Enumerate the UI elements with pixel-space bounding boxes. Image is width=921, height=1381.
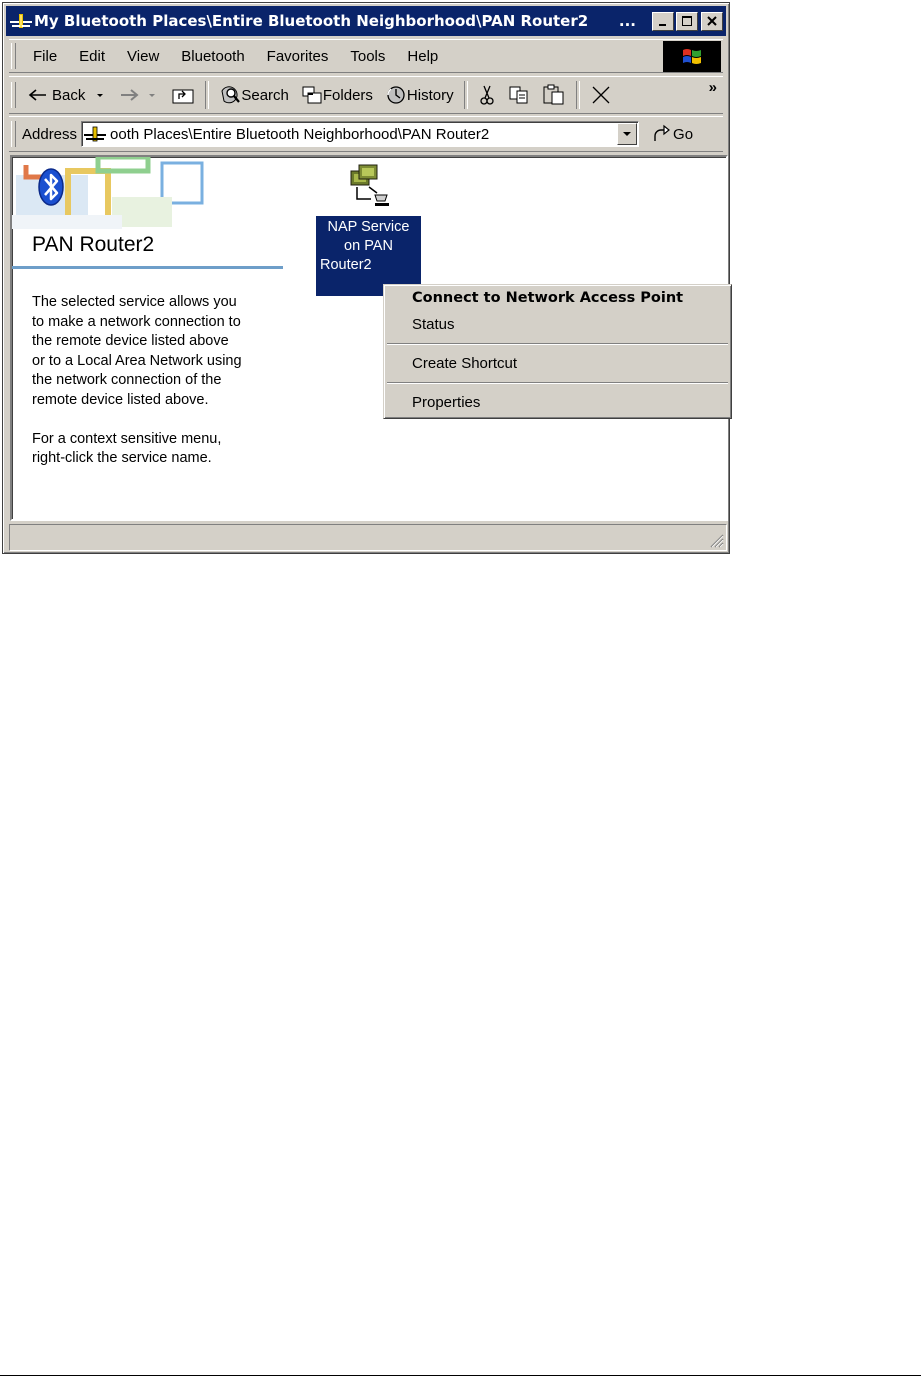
paste-button[interactable]	[536, 84, 572, 106]
toolbar-more-chevron[interactable]: »	[708, 79, 717, 96]
address-label: Address	[22, 125, 78, 143]
menu-item-create-shortcut[interactable]: Create Shortcut	[412, 355, 518, 372]
bluetooth-places-icon	[84, 125, 106, 143]
forward-dropdown-icon[interactable]	[145, 88, 159, 102]
description-line: The selected service allows you	[32, 294, 237, 310]
chevron-down-icon	[622, 130, 632, 138]
title-ellipsis: ...	[618, 12, 636, 30]
description-line: or to a Local Area Network using	[32, 352, 242, 369]
context-menu	[383, 284, 732, 419]
cut-icon	[478, 84, 496, 106]
menu-separator	[387, 382, 728, 384]
menu-separator	[387, 343, 728, 345]
address-dropdown-button[interactable]	[617, 123, 637, 145]
toolbar-separator	[205, 81, 209, 109]
go-label: Go	[673, 125, 694, 143]
back-label: Back	[52, 86, 86, 104]
close-icon	[706, 15, 718, 27]
close-button[interactable]	[701, 12, 723, 31]
history-icon	[385, 85, 407, 105]
search-icon	[219, 85, 241, 105]
panel-title-rule	[12, 266, 283, 269]
menu-item-status[interactable]: Status	[412, 316, 455, 333]
history-button[interactable]	[379, 85, 460, 105]
service-label-line: Router2	[320, 257, 372, 273]
up-folder-button[interactable]	[165, 85, 201, 105]
menu-bar	[9, 39, 723, 73]
delete-button[interactable]	[584, 85, 618, 105]
forward-button[interactable]	[113, 88, 165, 102]
folders-icon	[301, 85, 323, 105]
maximize-button[interactable]	[676, 12, 698, 31]
cut-button[interactable]	[472, 84, 502, 106]
toolbar-separator	[576, 81, 580, 109]
menu-help[interactable]: Help	[407, 47, 439, 65]
back-dropdown-icon[interactable]	[93, 88, 107, 102]
toolbar-separator	[464, 81, 468, 109]
resize-grip-icon[interactable]	[708, 532, 724, 548]
minimize-button[interactable]	[652, 12, 674, 31]
up-folder-icon	[171, 85, 195, 105]
back-button[interactable]	[22, 87, 113, 104]
addressbar-grip[interactable]	[11, 121, 16, 147]
menu-view[interactable]: View	[127, 47, 160, 65]
hint-line: For a context sensitive menu,	[32, 430, 222, 447]
service-label-line: on PAN	[344, 238, 393, 254]
menu-item-properties[interactable]: Properties	[412, 394, 481, 411]
status-bar	[9, 524, 727, 551]
search-label: Search	[241, 86, 289, 104]
folders-label: Folders	[322, 86, 373, 104]
description-line: to make a network connection to	[32, 313, 241, 330]
panel-title: PAN Router2	[32, 233, 155, 256]
menu-bluetooth[interactable]: Bluetooth	[181, 47, 245, 65]
menu-favorites[interactable]: Favorites	[266, 47, 329, 65]
toolbar-grip[interactable]	[11, 82, 16, 108]
service-label-line: NAP Service	[327, 219, 410, 235]
windows-logo-icon	[663, 41, 721, 72]
copy-button[interactable]	[502, 85, 536, 105]
paste-icon	[542, 84, 566, 106]
folders-button[interactable]	[295, 85, 379, 105]
menu-item-connect-to-network-access-point[interactable]: Connect to Network Access Point	[412, 290, 684, 306]
minimize-icon	[657, 15, 669, 27]
address-bar	[9, 116, 723, 152]
description-line: remote device listed above.	[32, 391, 209, 408]
maximize-icon	[681, 15, 693, 27]
go-arrow-icon	[651, 124, 673, 144]
menu-edit[interactable]: Edit	[79, 47, 106, 65]
menu-tools[interactable]: Tools	[350, 47, 386, 65]
history-label: History	[406, 86, 454, 104]
page-footer-rule	[0, 1375, 921, 1376]
menubar-grip[interactable]	[11, 43, 16, 69]
forward-arrow-icon	[119, 88, 139, 102]
search-button[interactable]	[213, 85, 295, 105]
explorer-window	[2, 2, 730, 554]
description-line: the remote device listed above	[32, 333, 229, 350]
back-arrow-icon	[28, 88, 48, 102]
title-bar[interactable]	[6, 6, 726, 36]
menu-file[interactable]: File	[33, 47, 58, 65]
standard-toolbar	[9, 76, 723, 114]
hint-line: right-click the service name.	[32, 450, 212, 467]
go-button[interactable]	[651, 124, 693, 144]
delete-icon	[590, 85, 612, 105]
copy-icon	[508, 85, 530, 105]
window-title: My Bluetooth Places\Entire Bluetooth Neighborhood\PAN Router2	[34, 12, 589, 30]
bluetooth-banner-graphic	[12, 157, 282, 235]
description-line: the network connection of the	[32, 372, 222, 389]
service-description	[32, 293, 282, 488]
bluetooth-places-icon	[10, 11, 32, 31]
nap-service-icon[interactable]	[345, 163, 395, 211]
address-input[interactable]	[81, 121, 639, 147]
address-value: ooth Places\Entire Bluetooth Neighborhood\PAN Router2	[110, 125, 490, 143]
